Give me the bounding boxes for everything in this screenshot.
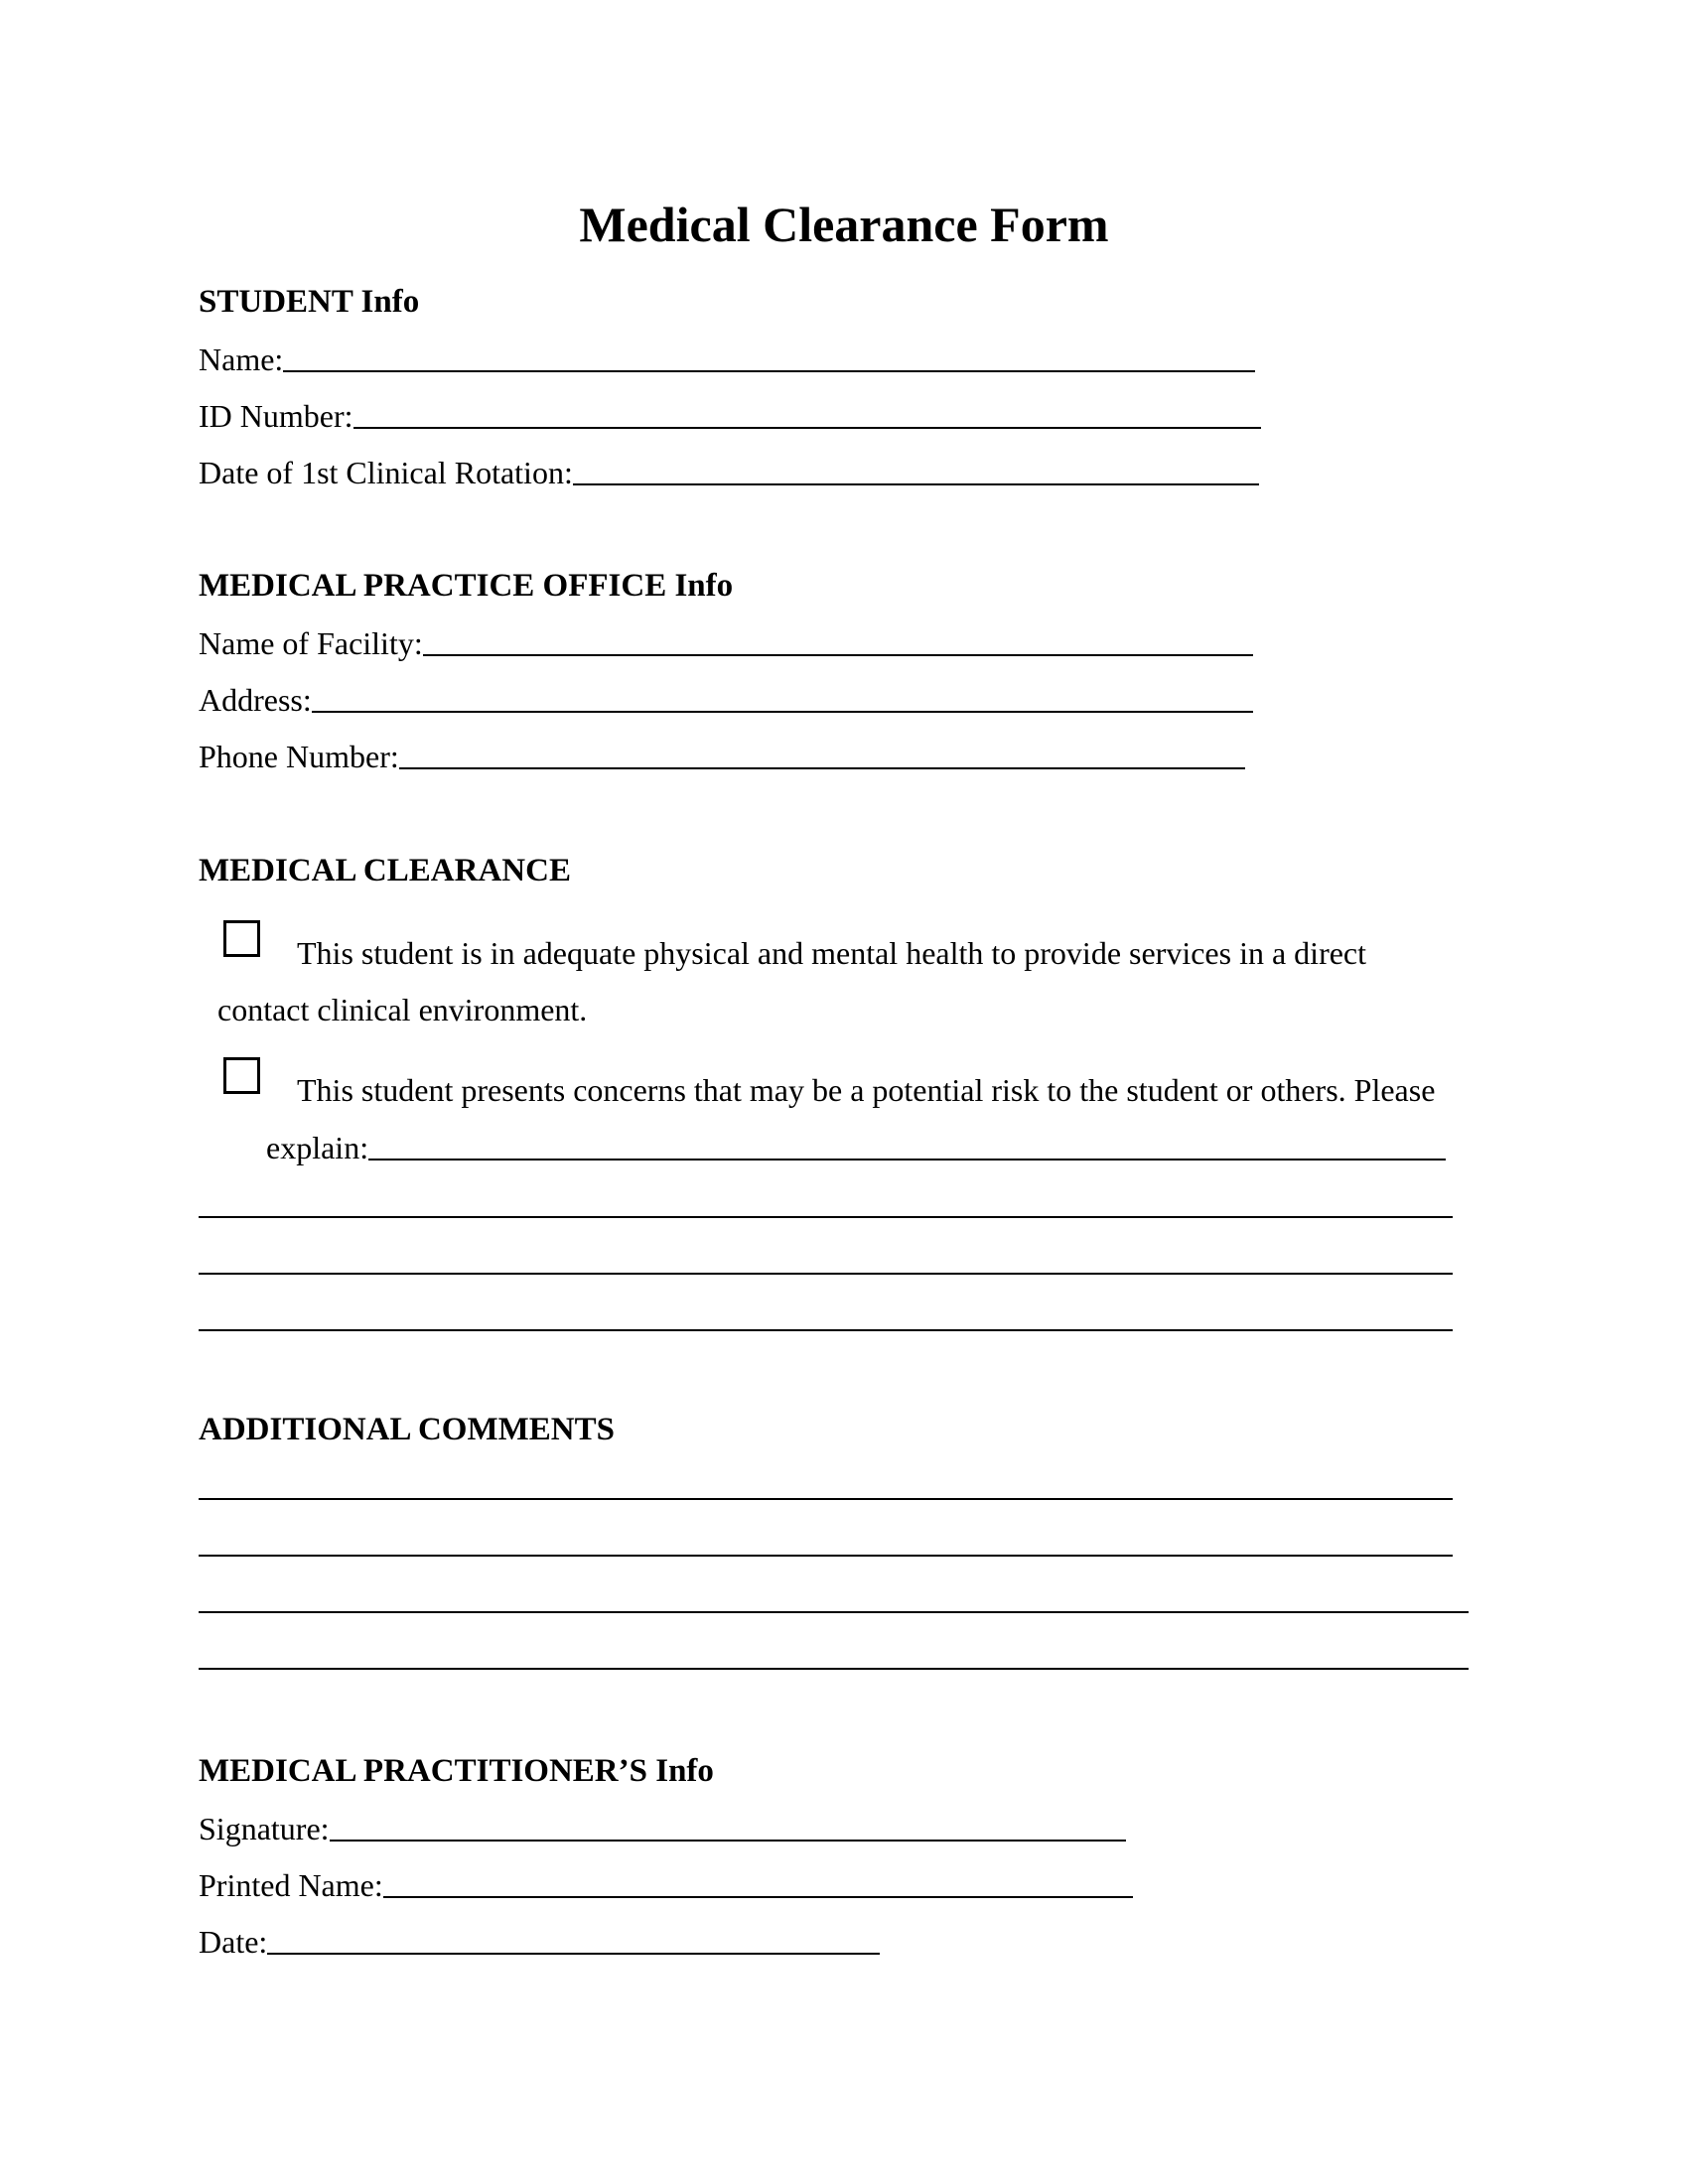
comments-blank-line[interactable] [199,1498,1453,1500]
printed-name-input-line[interactable] [383,1896,1133,1898]
student-id-input-line[interactable] [353,427,1261,429]
phone-number-field[interactable] [199,735,1245,776]
address-input-line[interactable] [312,711,1253,713]
address-label: Address: [199,682,312,718]
clearance-adequate-text-line2: contact clinical environment. [217,992,588,1027]
phone-number-input-line[interactable] [399,767,1245,769]
date-field[interactable] [199,1920,880,1962]
printed-name-label: Printed Name: [199,1867,383,1903]
facility-name-label: Name of Facility: [199,625,423,661]
explain-label: explain: [266,1130,369,1165]
facility-name-field[interactable] [199,621,1253,663]
signature-field[interactable] [199,1807,1126,1848]
explain-field[interactable] [266,1126,1446,1167]
student-id-label: ID Number: [199,398,353,434]
office-info-heading: MEDICAL PRACTICE OFFICE Info [199,568,734,604]
explain-blank-line[interactable] [199,1273,1453,1275]
student-name-field[interactable] [199,338,1255,379]
address-field[interactable] [199,678,1253,720]
clearance-concerns-text-line1: This student presents concerns that may be a potential risk to the student or others. Please [297,1072,1436,1108]
clearance-adequate-checkbox[interactable] [223,920,260,957]
signature-label: Signature: [199,1811,330,1846]
phone-number-label: Phone Number: [199,739,399,774]
student-info-heading: STUDENT Info [199,284,420,320]
medical-clearance-heading: MEDICAL CLEARANCE [199,853,571,888]
clinical-rotation-date-input-line[interactable] [573,483,1259,485]
facility-name-input-line[interactable] [423,654,1253,656]
additional-comments-heading: ADDITIONAL COMMENTS [199,1412,615,1447]
student-name-label: Name: [199,341,284,377]
clinical-rotation-date-label: Date of 1st Clinical Rotation: [199,455,573,490]
explain-blank-line[interactable] [199,1329,1453,1331]
signature-input-line[interactable] [330,1840,1126,1842]
page-title: Medical Clearance Form [579,197,1109,252]
comments-blank-line[interactable] [199,1555,1453,1557]
practitioner-info-heading: MEDICAL PRACTITIONER’S Info [199,1753,714,1789]
date-input-line[interactable] [267,1953,880,1955]
date-label: Date: [199,1924,268,1960]
comments-blank-line[interactable] [199,1611,1469,1613]
clinical-rotation-date-field[interactable] [199,451,1259,492]
clearance-concerns-checkbox[interactable] [223,1057,260,1094]
student-name-input-line[interactable] [283,370,1255,372]
comments-blank-line[interactable] [199,1668,1469,1670]
clearance-adequate-text-line1: This student is in adequate physical and mental health to provide services in a direct [297,935,1367,971]
explain-blank-line[interactable] [199,1216,1453,1218]
student-id-field[interactable] [199,394,1261,436]
explain-input-line[interactable] [368,1159,1446,1160]
printed-name-field[interactable] [199,1863,1133,1905]
